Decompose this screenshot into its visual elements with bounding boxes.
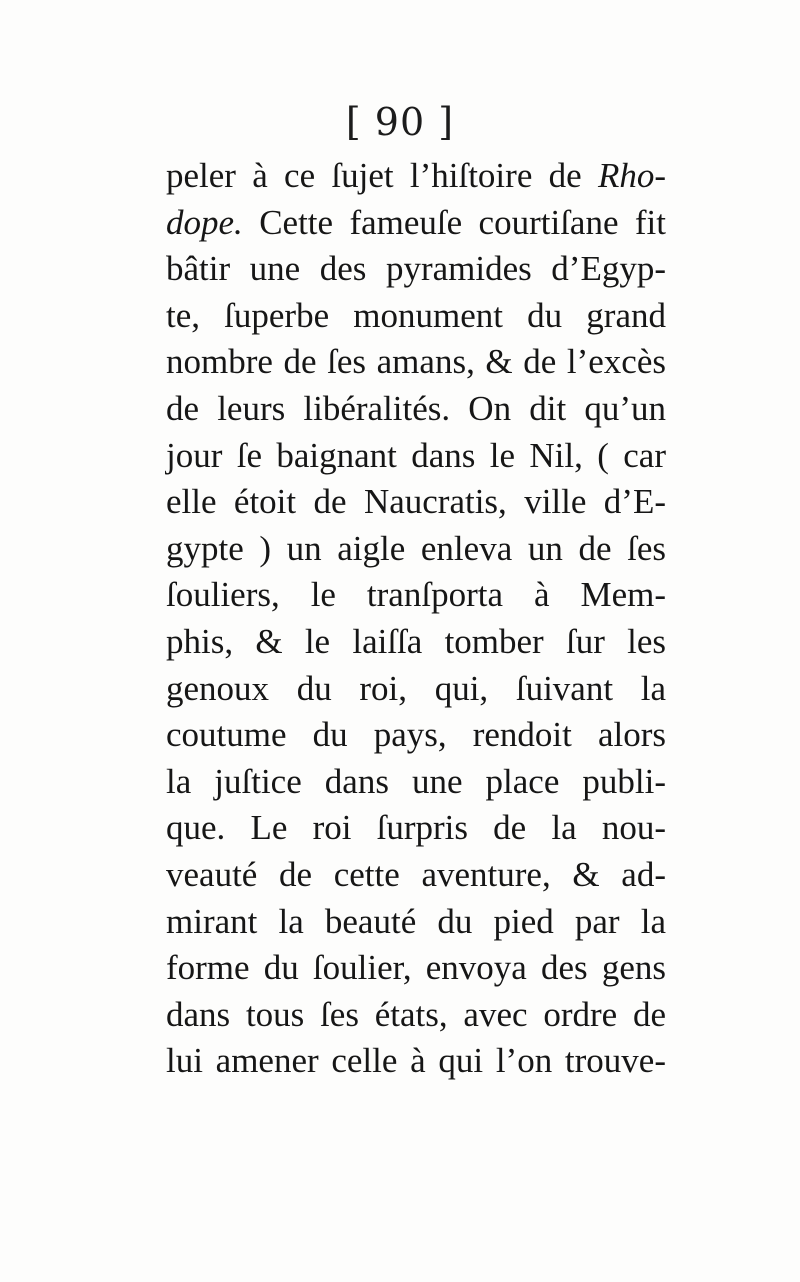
text-line: lui amener celle à qui l’on trouve- [166,1041,666,1081]
text-line: mirant la beauté du pied par la [166,901,666,941]
text-line: nombre de ſes amans, & de l’excès [166,342,666,382]
text-line: peler à ce ſujet l’hiſtoire de Rho- [166,156,666,195]
text-line: veauté de cette aventure, & ad- [166,854,666,894]
text-line: de leurs libéralités. On dit qu’un [166,388,666,428]
text-line: dans tous ſes états, avec ordre de [166,994,666,1034]
text-line: elle étoit de Naucratis, ville d’E- [166,482,666,522]
text-line: forme du ſoulier, envoya des gens [166,948,666,988]
text-line: gypte ) un aigle enleva un de ſes [166,528,666,568]
text-line: ſouliers, le tranſporta à Mem- [166,575,666,615]
text-line: jour ſe baignant dans le Nil, ( car [166,435,666,475]
text-line: que. Le roi ſurpris de la nou- [166,808,666,848]
page-number: [ 90 ] [345,100,455,144]
body-text [166,153,666,1085]
text-line: te, ſuperbe monument du grand [166,295,666,335]
text-line: phis, & le laiſſa tomber ſur les [166,621,666,661]
text-line: coutume du pays, rendoit alors [166,715,666,755]
text-line: la juſtice dans une place publi- [166,761,666,801]
text-line: genoux du roi, qui, ſuivant la [166,668,666,708]
text-line: bâtir une des pyramides d’Egyp- [166,249,666,289]
text-line: dope. Cette fameuſe courtiſane fit [166,202,666,242]
